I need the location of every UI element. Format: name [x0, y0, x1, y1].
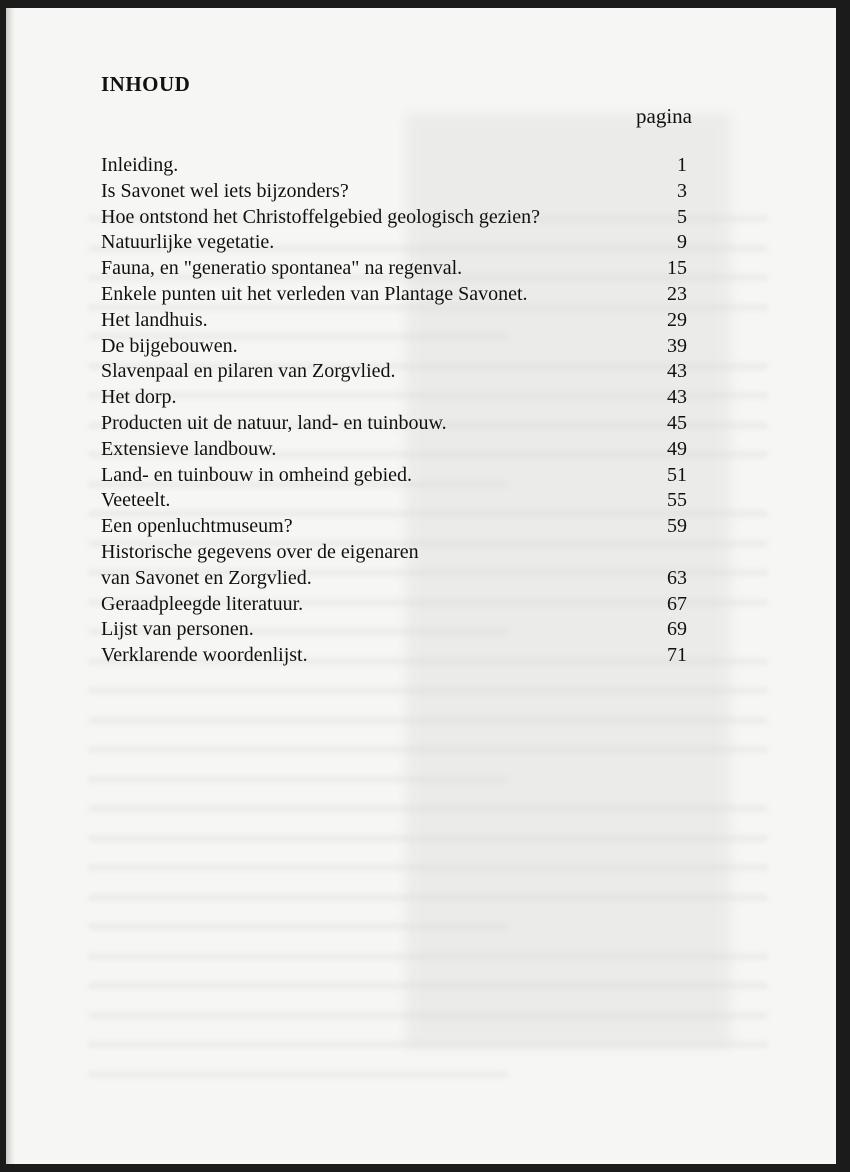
toc-entry-page-number: 55 — [667, 489, 687, 512]
toc-entry-page-number: 43 — [667, 386, 687, 409]
document-page — [6, 8, 836, 1164]
toc-entry — [101, 153, 701, 179]
toc-entry — [101, 334, 701, 360]
toc-entry-page-number: 9 — [677, 231, 687, 254]
toc-entry-title: Natuurlijke vegetatie. — [101, 231, 275, 254]
binding-edge-shadow — [6, 8, 15, 1164]
bleed-through-line — [88, 924, 508, 929]
toc-entry — [101, 488, 701, 514]
toc-entry-page-number: 49 — [667, 437, 687, 460]
bleed-through-line — [88, 747, 768, 752]
bleed-through-line — [88, 1013, 768, 1018]
toc-entry-title: Producten uit de natuur, land- en tuinbouw. — [101, 411, 447, 434]
page-column-label: pagina — [636, 104, 692, 128]
toc-entry-title: Is Savonet wel iets bijzonders? — [101, 179, 349, 202]
toc-entry — [101, 230, 701, 256]
bleed-through-line — [88, 688, 768, 693]
toc-entry — [101, 437, 701, 463]
toc-entry-title: Veeteelt. — [101, 489, 171, 512]
toc-entry-title: Enkele punten uit het verleden van Plantage Savonet. — [101, 282, 528, 305]
bleed-through-line — [88, 895, 768, 900]
toc-entry — [101, 617, 701, 643]
bleed-through-line — [88, 1042, 768, 1047]
toc-entry — [101, 592, 701, 618]
toc-entry — [101, 359, 701, 385]
toc-entry-page-number: 1 — [677, 154, 687, 176]
toc-entry-page-number: 5 — [677, 205, 687, 228]
toc-entry — [101, 643, 701, 669]
toc-entry-title: Fauna, en "generatio spontanea" na regenval. — [101, 257, 463, 280]
toc-entry — [101, 179, 701, 205]
toc-entry — [101, 411, 701, 437]
toc-entry — [101, 540, 701, 566]
toc-entry-title: Lijst van personen. — [101, 618, 254, 641]
toc-entry-page-number: 71 — [667, 644, 687, 667]
toc-entry-title: De bijgebouwen. — [101, 334, 238, 357]
bleed-through-line — [88, 836, 768, 841]
toc-entry — [101, 514, 701, 540]
toc-entry — [101, 463, 701, 489]
toc-entry-page-number: 45 — [667, 411, 687, 434]
toc-entry-page-number: 15 — [667, 257, 687, 280]
toc-entry-page-number: 59 — [667, 515, 687, 538]
toc-entry-title: Een openluchtmuseum? — [101, 515, 293, 538]
toc-entry-page-number: 29 — [667, 308, 687, 331]
bleed-through-line — [88, 806, 768, 811]
toc-entry-page-number: 3 — [677, 179, 687, 202]
toc-entry-page-number: 63 — [667, 566, 687, 589]
toc-entry-title: Het landhuis. — [101, 308, 208, 331]
toc-entry-page-number: 67 — [667, 592, 687, 615]
page-title: INHOUD — [101, 72, 191, 96]
bleed-through-line — [88, 1072, 508, 1077]
toc-entry — [101, 205, 701, 231]
bleed-through-line — [88, 865, 768, 870]
toc-entry-page-number: 39 — [667, 334, 687, 357]
table-of-contents — [101, 153, 701, 669]
bleed-through-line — [88, 954, 768, 959]
toc-entry-page-number: 23 — [667, 282, 687, 305]
toc-entry-title: Het dorp. — [101, 386, 177, 409]
toc-entry-title: Inleiding. — [101, 154, 179, 176]
toc-entry-title: Extensieve landbouw. — [101, 437, 277, 460]
toc-entry — [101, 308, 701, 334]
toc-entry-title: Verklarende woordenlijst. — [101, 644, 308, 667]
toc-entry-title: Slavenpaal en pilaren van Zorgvlied. — [101, 360, 396, 383]
toc-entry-page-number: 69 — [667, 618, 687, 641]
toc-entry-title: Land- en tuinbouw in omheind gebied. — [101, 463, 413, 486]
toc-entry-page-number: 51 — [667, 463, 687, 486]
toc-entry-title: van Savonet en Zorgvlied. — [101, 566, 312, 589]
toc-entry-title: Hoe ontstond het Christoffelgebied geologisch gezien? — [101, 205, 540, 228]
bleed-through-line — [88, 983, 768, 988]
toc-entry-title: Geraadpleegde literatuur. — [101, 592, 304, 615]
toc-entry-page-number: 43 — [667, 360, 687, 383]
toc-entry — [101, 385, 701, 411]
bleed-through-line — [88, 718, 768, 723]
toc-entry — [101, 256, 701, 282]
toc-entry — [101, 282, 701, 308]
bleed-through-line — [88, 777, 508, 782]
toc-entry-title: Historische gegevens over de eigenaren — [101, 540, 419, 563]
toc-entry — [101, 566, 701, 592]
